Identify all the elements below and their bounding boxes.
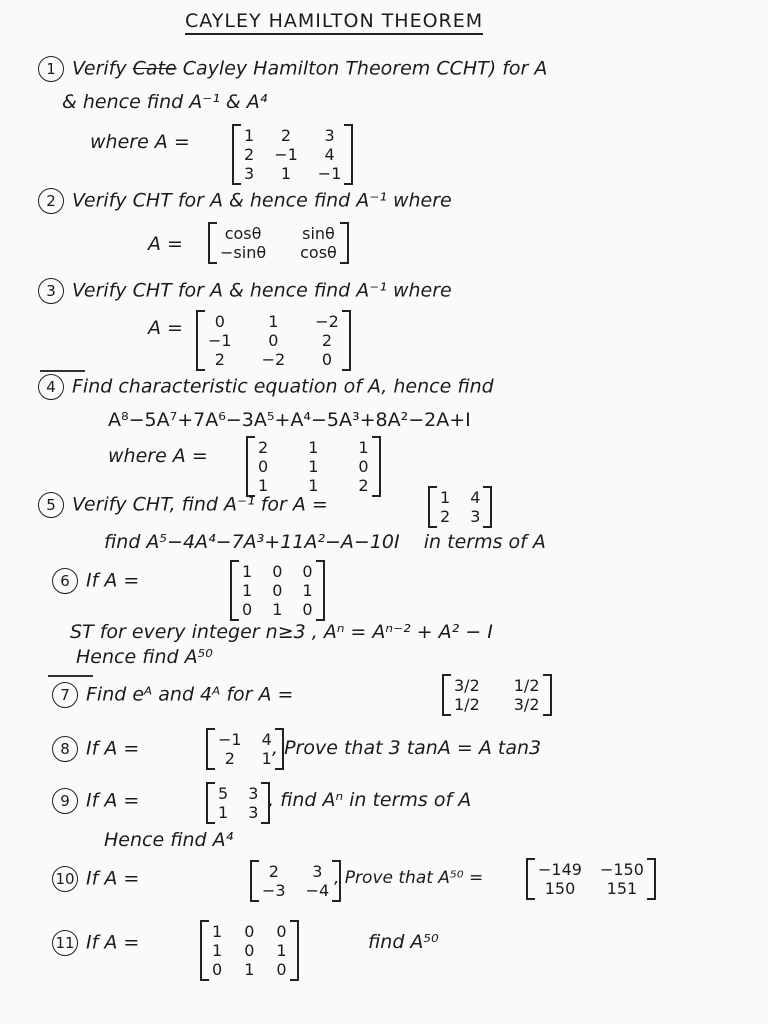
matrix-a (428, 486, 492, 528)
matrix-cell: 0 (272, 581, 283, 600)
matrix-cell: 0 (358, 457, 369, 476)
problem-number: 4 (38, 374, 64, 400)
matrix-cell: 1 (244, 960, 255, 979)
problem-number: 2 (38, 188, 64, 214)
matrix-cell: cosθ (300, 243, 337, 262)
matrix-cell: 2 (244, 145, 255, 164)
matrix-cell: 2 (440, 507, 451, 526)
matrix-a (442, 674, 552, 716)
text: find A⁵−4A⁴−7A³+11A²−A−10I (104, 531, 400, 553)
matrix-cell: 4 (470, 488, 481, 507)
matrix-cell: 1 (308, 476, 319, 495)
matrix-cell: 3 (244, 164, 255, 183)
matrix-cell: 1 (244, 126, 255, 145)
matrix-cell: 1 (308, 438, 319, 457)
problem-3 (38, 278, 452, 304)
text: If A = (86, 737, 140, 760)
matrix-cell: −1 (317, 164, 342, 183)
text: If A = (86, 867, 140, 890)
matrix-cell: 1 (302, 581, 313, 600)
problem-6 (52, 568, 139, 594)
matrix-cell: 0 (242, 600, 253, 619)
polynomial-expression: A⁸−5A⁷+7A⁶−3A⁵+A⁴−5A³+8A²−2A+I (108, 409, 471, 431)
problem-4 (38, 374, 494, 400)
matrix-cell: 0 (244, 941, 255, 960)
matrix-cell: 1 (218, 803, 229, 822)
matrix-a (206, 782, 270, 824)
problem-number: 3 (38, 278, 64, 304)
matrix-cell: −1 (218, 730, 242, 749)
matrix-cell: −2 (261, 350, 286, 369)
text: Verify CHT for A & hence find A⁻¹ where (72, 279, 452, 302)
matrix-cell: 1 (212, 922, 223, 941)
matrix-cell: 0 (258, 457, 269, 476)
matrix-cell: 2 (214, 350, 225, 369)
problem-1-line2: & hence find A⁻¹ & A⁴ (62, 91, 268, 113)
problem-number: 5 (38, 492, 64, 518)
matrix-cell: 1 (358, 438, 369, 457)
problem-5 (38, 492, 328, 518)
matrix-a (208, 222, 349, 264)
matrix-cell: 3 (470, 507, 481, 526)
matrix-cell: 2 (358, 476, 369, 495)
matrix-cell: 0 (321, 350, 333, 369)
matrix-cell: 1/2 (454, 695, 480, 714)
matrix-cell: 0 (212, 960, 223, 979)
problem-10 (52, 866, 139, 892)
matrix-cell: 0 (244, 922, 255, 941)
text: in terms of A (423, 531, 546, 553)
problem-number: 1 (38, 56, 64, 82)
matrix-cell: 1/2 (513, 676, 540, 695)
matrix-cell: 3 (248, 784, 259, 803)
problem-8 (52, 736, 139, 762)
problem-number: 8 (52, 736, 78, 762)
matrix-cell: 0 (302, 562, 313, 581)
matrix-cell: sinθ (302, 224, 335, 243)
text: Find characteristic equation of A, hence find (72, 375, 494, 398)
matrix-cell: 1 (261, 749, 272, 768)
matrix-a (200, 920, 299, 981)
problem-number: 11 (52, 930, 78, 956)
text: Find eᴬ and 4ᴬ for A = (86, 683, 294, 706)
problem-9-line2: Hence find A⁴ (104, 829, 234, 851)
problem-9 (52, 788, 139, 814)
matrix-cell: 2 (258, 438, 269, 457)
problem-7 (52, 682, 293, 708)
matrix-cell: 0 (276, 922, 287, 941)
problem-number: 9 (52, 788, 78, 814)
matrix-cell: 1 (308, 457, 319, 476)
matrix-cell: 2 (268, 862, 279, 881)
matrix-a-power-50 (526, 858, 656, 900)
problem-6-line3: Hence find A⁵⁰ (76, 646, 213, 668)
matrix-cell: 0 (276, 960, 287, 979)
problem-10-statement: , Prove that A⁵⁰ = (334, 868, 484, 888)
where-label: where A = (90, 131, 190, 153)
matrix-cell: −3 (262, 881, 286, 900)
matrix-cell: 3 (312, 862, 323, 881)
divider (48, 675, 93, 677)
page-title: CAYLEY HAMILTON THEOREM (185, 10, 483, 35)
text: Verify CHT, find A⁻¹ for A = (72, 493, 328, 516)
divider (40, 370, 85, 372)
matrix-a (246, 436, 381, 497)
matrix-cell: 4 (324, 145, 335, 164)
matrix-a (230, 560, 325, 621)
matrix-cell: 1 (440, 488, 451, 507)
text: Verify CHT for A & hence find A⁻¹ where (72, 189, 452, 212)
matrix-cell: 0 (268, 331, 279, 350)
text: Cayley Hamilton Theorem CCHT) for A (182, 57, 548, 80)
matrix-cell: 3/2 (513, 695, 540, 714)
text: If A = (86, 569, 140, 592)
text: If A = (86, 931, 140, 954)
where-label: where A = (108, 445, 208, 467)
matrix-cell: 5 (218, 784, 229, 803)
problem-2 (38, 188, 452, 214)
problem-5-line2 (104, 530, 546, 554)
matrix-cell: 3/2 (454, 676, 480, 695)
matrix-cell: cosθ (224, 224, 262, 243)
problem-1 (38, 56, 547, 82)
problem-number: 6 (52, 568, 78, 594)
matrix-cell: 0 (272, 562, 283, 581)
matrix-cell: 1 (212, 941, 223, 960)
matrix-cell: 3 (248, 803, 259, 822)
matrix-cell: 1 (258, 476, 269, 495)
matrix-cell: −1 (274, 145, 298, 164)
problem-8-statement: , Prove that 3 tanA = A tan3 (272, 737, 542, 759)
matrix-cell: −1 (208, 331, 232, 350)
matrix-cell: −4 (305, 881, 330, 900)
problem-number: 10 (52, 866, 78, 892)
problem-6-line2: ST for every integer n≥3 , Aⁿ = Aⁿ⁻² + A² − I (70, 621, 493, 643)
matrix-cell: 0 (302, 600, 313, 619)
matrix-cell: 1 (242, 581, 253, 600)
text: Verify (72, 57, 127, 80)
matrix-cell: 151 (606, 879, 638, 898)
matrix-cell: −2 (315, 312, 339, 331)
matrix-cell: 3 (324, 126, 335, 145)
matrix-cell: 150 (544, 879, 576, 898)
matrix-cell: 2 (224, 749, 235, 768)
problem-9-statement: , find Aⁿ in terms of A (268, 789, 472, 811)
matrix-a (232, 124, 353, 185)
matrix-cell: 1 (242, 562, 253, 581)
problem-number: 7 (52, 682, 78, 708)
where-label: A = (148, 317, 183, 339)
matrix-cell: −sinθ (220, 243, 267, 262)
matrix-cell: 2 (321, 331, 333, 350)
matrix-cell: −149 (538, 860, 582, 879)
matrix-cell: 0 (214, 312, 225, 331)
where-label: A = (148, 233, 183, 255)
problem-11 (52, 930, 139, 956)
matrix-a (196, 310, 351, 371)
matrix-cell: 4 (261, 730, 272, 749)
matrix-cell: −150 (599, 860, 644, 879)
matrix-cell: 1 (272, 600, 283, 619)
problem-11-statement: find A⁵⁰ (368, 931, 439, 953)
matrix-cell: 1 (280, 164, 292, 183)
matrix-cell: 2 (280, 126, 292, 145)
text: If A = (86, 789, 140, 812)
matrix-cell: 1 (276, 941, 287, 960)
matrix-a (250, 860, 341, 902)
struck-text: Cate (132, 57, 177, 80)
matrix-cell: 1 (268, 312, 279, 331)
